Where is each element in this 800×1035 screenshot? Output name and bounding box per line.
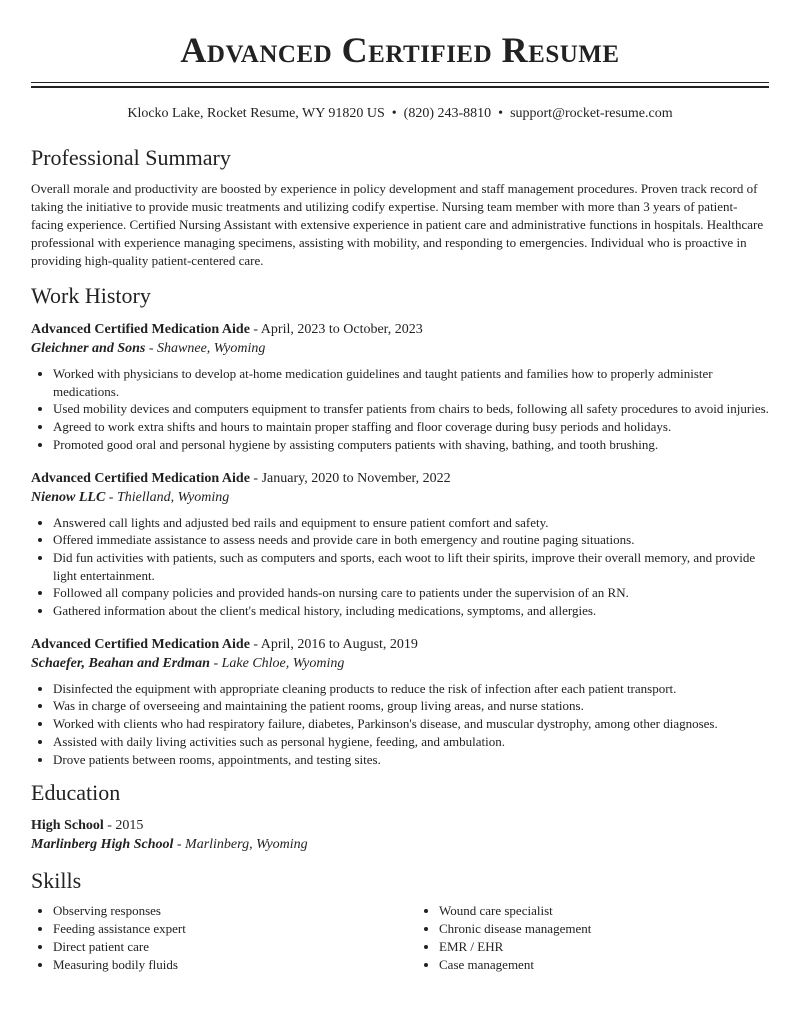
job-dates: - January, 2020 to November, 2022 <box>249 470 451 486</box>
skill-item: • Observing responses <box>53 902 417 920</box>
job-bullets <box>31 514 769 620</box>
skills-heading: Skills <box>31 868 82 894</box>
company-location: - Thielland, Wyoming <box>105 489 230 505</box>
job-bullet: • Offered immediate assistance to assess needs and provide care in both emergency and routine paging situations. <box>53 531 769 549</box>
school-line <box>31 835 769 854</box>
job-dates: - April, 2023 to October, 2023 <box>249 322 423 337</box>
skill-item: • EMR / EHR <box>439 938 800 956</box>
company-line <box>31 488 769 507</box>
skills-column-left <box>31 902 417 974</box>
school-name: Marlinberg High School <box>31 837 174 853</box>
job-entry <box>31 635 769 769</box>
company-name: Gleichner and Sons <box>31 341 146 356</box>
header-divider-thin <box>31 82 769 83</box>
skill-item: • Feeding assistance expert <box>53 920 417 938</box>
job-entry <box>31 320 769 454</box>
summary-heading: Professional Summary <box>31 145 231 170</box>
job-bullet: • Did fun activities with patients, such as computers and sports, each woot to lift their spirits, improve their overall memory, and provide light entertainment. <box>53 549 769 584</box>
job-title-line <box>31 469 769 488</box>
summary-text: Overall morale and productivity are boosted by experience in policy development and staff management procedures. Proven track record of taking the initiative to provide music treatments and utilizing codify expertise. Nursing team member with more than 3 years of patient-facing experience. Certified Nursing Assistant with extensive experience in patient care and administrative functions in hospitals. Healthcare professional with experience managing specimens, assisting with mobility, and responding to emergencies. Individual who is proactive in providing high-quality patient-centered care. <box>31 181 764 268</box>
contact-separator: • <box>391 106 397 121</box>
skill-item: • Chronic disease management <box>439 920 800 938</box>
job-bullets <box>31 680 769 769</box>
contact-address: Klocko Lake, Rocket Resume, WY 91820 US <box>127 106 385 121</box>
job-bullet: • Followed all company policies and provided hands-on nursing care to patients under the supervision of an RN. <box>53 584 769 602</box>
graduation-year: - 2015 <box>103 818 144 834</box>
job-bullet: • Answered call lights and adjusted bed rails and equipment to ensure patient comfort and safety. <box>53 514 769 532</box>
company-name: Nienow LLC <box>31 489 106 505</box>
job-bullet: • Disinfected the equipment with appropriate cleaning products to reduce the risk of infection after each patient transport. <box>53 680 769 698</box>
job-bullets <box>31 365 769 454</box>
job-bullet: • Used mobility devices and computers equipment to transfer patients from chairs to beds, following all safety procedures to avoid injuries. <box>53 400 769 418</box>
contact-separator: • <box>498 106 504 121</box>
education-heading: Education <box>31 780 121 806</box>
job-title: Advanced Certified Medication Aide <box>31 470 250 486</box>
job-bullet: • Drove patients between rooms, appointments, and testing sites. <box>53 751 769 769</box>
work-history-heading: Work History <box>31 283 151 308</box>
skills-grid <box>31 902 769 974</box>
school-location: - Marlinberg, Wyoming <box>173 837 308 853</box>
company-location: - Shawnee, Wyoming <box>145 341 266 356</box>
job-bullet: • Agreed to work extra shifts and hours to maintain proper staffing and floor coverage during busy periods and holidays. <box>53 418 769 436</box>
contact-line <box>31 105 769 123</box>
skills-column-right <box>417 902 800 974</box>
job-bullet: • Worked with physicians to develop at-home medication guidelines and taught patients and families how to properly administer medications. <box>53 365 769 400</box>
degree-line <box>31 816 769 835</box>
job-title: Advanced Certified Medication Aide <box>31 636 250 652</box>
company-location: - Lake Chloe, Wyoming <box>209 655 345 671</box>
degree: High School <box>31 818 104 834</box>
job-bullet: • Assisted with daily living activities such as personal hygiene, feeding, and ambulation. <box>53 733 769 751</box>
job-dates: - April, 2016 to August, 2019 <box>249 636 418 652</box>
job-bullet: • Gathered information about the client's medical history, including medications, symptoms, and allergies. <box>53 602 769 620</box>
company-line <box>31 339 769 358</box>
job-entry <box>31 469 769 620</box>
company-line <box>31 654 769 673</box>
company-name: Schaefer, Beahan and Erdman <box>31 655 210 671</box>
education-entry <box>31 816 769 854</box>
contact-email[interactable]: support@rocket-resume.com <box>510 106 673 121</box>
skill-item: • Measuring bodily fluids <box>53 956 417 974</box>
skill-item: • Case management <box>439 956 800 974</box>
job-bullet: • Was in charge of overseeing and maintaining the patient rooms, group living areas, and nurse stations. <box>53 697 769 715</box>
skill-item: • Direct patient care <box>53 938 417 956</box>
job-title-line <box>31 320 769 339</box>
skill-item: • Wound care specialist <box>439 902 800 920</box>
job-title: Advanced Certified Medication Aide <box>31 322 250 337</box>
job-bullet: • Worked with clients who had respiratory failure, diabetes, Parkinson's disease, and muscular dystrophy, among other diagnoses. <box>53 715 769 733</box>
job-bullet: • Promoted good oral and personal hygiene by assisting computers patients with shaving, bathing, and tooth brushing. <box>53 436 769 454</box>
resume-name: Advanced Certified Resume <box>180 30 620 70</box>
header-divider-thick <box>31 86 769 88</box>
contact-phone: (820) 243-8810 <box>403 106 492 121</box>
job-title-line <box>31 635 769 654</box>
